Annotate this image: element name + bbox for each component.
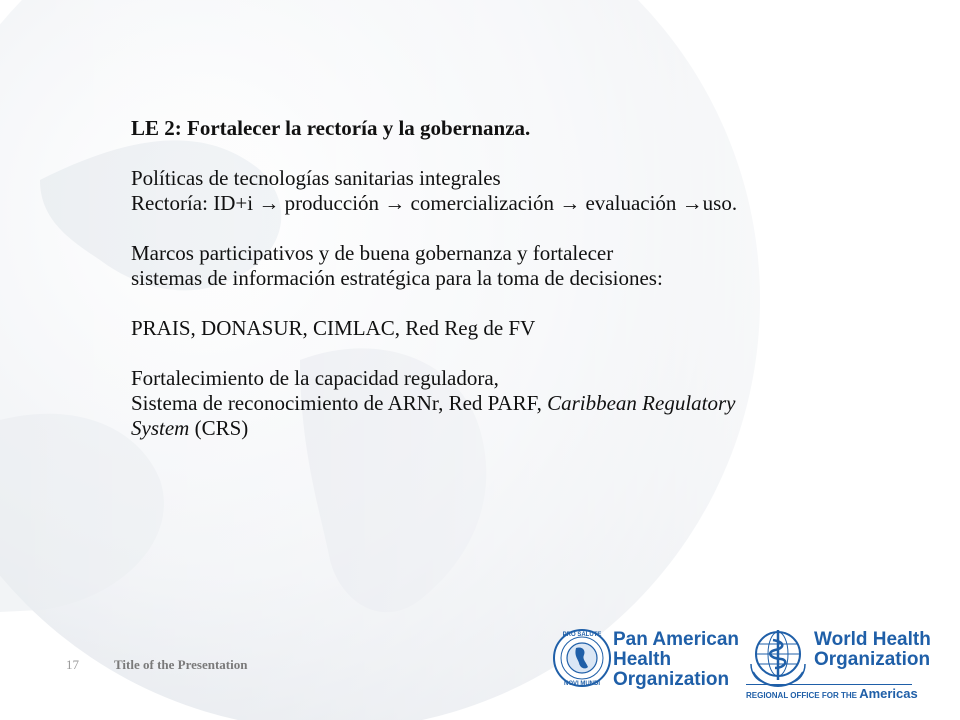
footer-title: Title of the Presentation	[114, 657, 248, 672]
crs-abbrev: (CRS)	[189, 416, 249, 440]
crs-name-part-2: System	[131, 416, 190, 440]
rectoria-prefix: Rectoría: ID+i	[131, 191, 259, 215]
arrow-icon: →	[681, 191, 703, 215]
slide-body	[131, 116, 921, 441]
slide-number: 17	[66, 657, 79, 672]
who-divider	[746, 684, 912, 685]
paho-wordmark	[613, 630, 739, 690]
fortalecimiento-prefix: Sistema de reconocimiento de ARNr, Red PARF,	[131, 391, 548, 415]
fortalecimiento-line-2	[131, 391, 921, 416]
who-emblem-icon	[745, 624, 811, 690]
marcos-line-1: Marcos participativos y de buena gobernanza y fortalecer	[131, 241, 614, 265]
slide-heading: LE 2: Fortalecer la rectoría y la gobernanza.	[131, 116, 531, 140]
fortalecimiento-line-3	[131, 416, 921, 441]
rectoria-step-uso: uso.	[702, 191, 738, 215]
who-line-2: Organization	[814, 649, 931, 670]
rectoria-step-produccion: producción	[279, 191, 385, 215]
paho-line-2: Health	[613, 649, 672, 670]
systems-line: PRAIS, DONASUR, CIMLAC, Red Reg de FV	[131, 316, 536, 340]
arrow-icon: →	[559, 191, 581, 215]
rectoria-line	[131, 191, 921, 216]
who-wordmark	[814, 630, 931, 670]
paho-seal-bottom-text: NOVI MUNDI	[564, 681, 600, 687]
who-line-1: World Health	[814, 629, 931, 650]
policies-line: Políticas de tecnologías sanitarias integrales	[131, 166, 501, 190]
rectoria-step-evaluacion: evaluación	[580, 191, 682, 215]
marcos-line-2: sistemas de información estratégica para la toma de decisiones:	[131, 266, 663, 290]
who-americas: Americas	[859, 686, 918, 701]
arrow-icon: →	[384, 191, 406, 215]
fortalecimiento-line-1: Fortalecimiento de la capacidad reguladora,	[131, 366, 499, 390]
crs-name-part-1: Caribbean Regulatory	[547, 391, 736, 415]
who-sub-text: REGIONAL OFFICE FOR THE	[746, 691, 860, 700]
paho-line-3: Organization	[613, 669, 730, 690]
who-regional-office	[746, 686, 918, 701]
paho-seal-top-text: PRO SALUTE	[562, 632, 602, 638]
rectoria-step-comercializacion: comercialización	[405, 191, 560, 215]
paho-line-1: Pan American	[613, 629, 740, 650]
arrow-icon: →	[258, 191, 280, 215]
